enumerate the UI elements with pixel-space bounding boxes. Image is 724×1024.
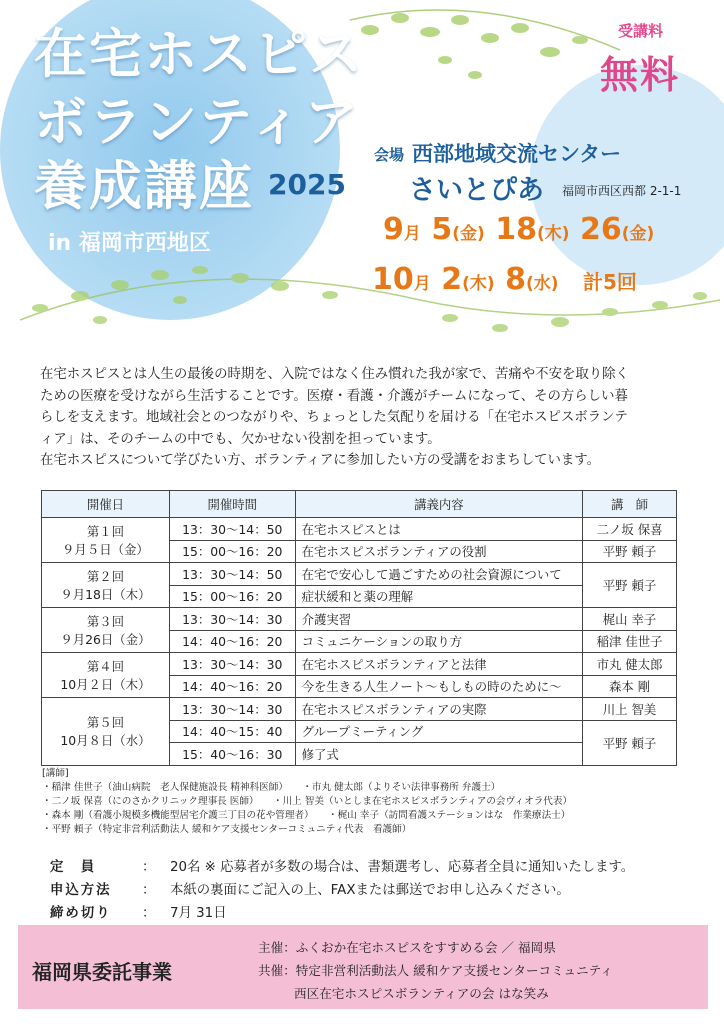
info-capacity: 定 員 ： 20名 ※ 応募者が多数の場合は、書類選考し、応募者全員に通知いたします。 xyxy=(50,860,635,875)
header-time: 開催時間 xyxy=(169,491,295,518)
date-oct-month: 10 xyxy=(372,262,414,297)
venue-center: 西部地域交流センター xyxy=(412,142,622,166)
footer-cohost1: 共催：特定非営利活動法人 緩和ケア支援センターコミュニティ xyxy=(258,963,613,978)
table-row: 第４回 10月２日（木） 13：30〜14：30 在宅ホスピスボランティアと法律 市丸 健太郎 xyxy=(42,653,677,676)
lecturer-line: ・稲津 佳世子（油山病院 老人保健施設長 精神科医師） ・市丸 健太郎（よりそい法律事務所 弁護士） xyxy=(42,782,501,793)
footer-commission: 福岡県委託事業 xyxy=(32,960,172,984)
info-application: 申込方法 ： 本紙の裏面にご記入の上、FAXまたは郵送でお申し込みください。 xyxy=(50,883,570,898)
table-header xyxy=(42,491,677,518)
header-topic: 講義内容 xyxy=(295,491,582,518)
intro-line: 在宅ホスピスとは人生の最後の時期を、入院ではなく住み慣れた我が家で、苦痛や不安を取り除く xyxy=(40,367,629,382)
table-row: 第３回 ９月26日（金） 13：30〜14：30 介護実習 梶山 幸子 xyxy=(42,608,677,631)
fee-label: 受講料 xyxy=(618,22,664,40)
dates-line2: 10月 2(木) 8(水) 計5回 xyxy=(372,262,637,297)
table-row: 14：40〜16：20 コミュニケーションの取り方 稲津 佳世子 xyxy=(42,630,677,653)
title-line1: 在宅ホスピス xyxy=(34,24,364,85)
session-date-cell: 第４回 10月２日（木） xyxy=(42,653,170,698)
lecturer-heading: [講師] xyxy=(42,768,69,779)
lecturer-list xyxy=(42,767,702,837)
session-date-cell: 第２回 ９月18日（木） xyxy=(42,563,170,608)
intro-line: らしを支えます。地域社会とのつながりや、ちょっとした気配りを届ける「在宅ホスピスボランテ xyxy=(40,410,628,425)
title-year: 2025 xyxy=(268,168,346,201)
venue-label: 会場 xyxy=(374,146,405,164)
total-sessions: 計5回 xyxy=(582,270,637,294)
intro-line: 在宅ホスピスについて学びたい方、ボランティアに参加したい方の受講をおまちしています。 xyxy=(40,453,600,468)
session-date-cell: 第３回 ９月26日（金） xyxy=(42,608,170,653)
table-row: 第２回 ９月18日（木） 13：30〜14：50 在宅で安心して過ごすための社会資源について 平野 頼子 xyxy=(42,563,677,586)
table-row: 14：40〜16：20 今を生きる人生ノート〜もしもの時のために〜 森本 剛 xyxy=(42,675,677,698)
intro-line: ための医療を受けながら生活することです。医療・看護・介護がチームになって、その方らしい暮 xyxy=(40,388,628,404)
venue-address: 福岡市西区西都 2-1-1 xyxy=(562,184,682,198)
title-line3: 養成講座 xyxy=(34,156,254,217)
info-deadline: 締め切り ： 7月 31日 xyxy=(50,906,227,921)
footer-cohost2: 西区在宅ホスピスボランティアの会 はな笑み xyxy=(294,986,549,1001)
table-row: 第１回 ９月５日（金） 13：30〜14：50 在宅ホスピスとは 二ノ坂 保喜 xyxy=(42,518,677,541)
table-row: 15：00〜16：20 在宅ホスピスボランティアの役割 平野 頼子 xyxy=(42,540,677,563)
date-sep-5: 5 xyxy=(431,212,453,247)
title-location: in 福岡市西地区 xyxy=(48,231,211,256)
session-date-cell: 第５回 10月８日（水） xyxy=(42,698,170,766)
footer-host: 主催：ふくおか在宅ホスピスをすすめる会 ／ 福岡県 xyxy=(258,940,556,955)
date-sep-26: 26 xyxy=(579,212,622,247)
lecturer-line: ・平野 頼子（特定非営利活動法人 緩和ケア支援センターコミュニティ代表 看護師） xyxy=(42,824,412,835)
lecturer-line: ・二ノ坂 保喜（にのさかクリニック理事長 医師） ・川上 智美（いとしま在宅ホスピスボランティアの会ヴィオラ代表） xyxy=(42,796,573,807)
header-lecturer: 講 師 xyxy=(583,491,677,518)
date-sep-month: 9 xyxy=(383,212,404,247)
table-row: 第５回 10月８日（水） 13：30〜14：30 在宅ホスピスボランティアの実際 川上 智美 xyxy=(42,698,677,721)
title-line2: ボランティア xyxy=(34,92,360,153)
fee-value: 無料 xyxy=(600,53,681,97)
table-row: 15：40〜16：30 修了式 xyxy=(42,743,677,766)
date-oct-2: 2 xyxy=(441,262,463,297)
session-date-cell: 第１回 ９月５日（金） xyxy=(42,518,170,563)
lecturer-line: ・森本 剛（看護小規模多機能型居宅介護三丁目の花や管理者） ・梶山 幸子（訪問看護ステーションはな 作業療法士） xyxy=(42,810,571,821)
date-sep-18: 18 xyxy=(495,212,537,247)
intro-line: ィア」は、そのチームの中でも、欠かせない役割を担っています。 xyxy=(40,431,441,447)
table-row: 15：00〜16：20 症状緩和と薬の理解 xyxy=(42,585,677,608)
intro-text xyxy=(40,364,690,472)
schedule-table xyxy=(41,490,677,766)
venue-name: さいとぴあ xyxy=(409,175,544,206)
date-oct-8: 8 xyxy=(505,262,526,297)
table-row: 14：40〜15：40 グループミーティング 平野 頼子 xyxy=(42,720,677,743)
dates-line1: 9月 5(金) 18(木) 26(金) xyxy=(383,212,655,247)
leaf-vine-top-icon xyxy=(350,10,620,79)
header-date: 開催日 xyxy=(42,491,170,518)
